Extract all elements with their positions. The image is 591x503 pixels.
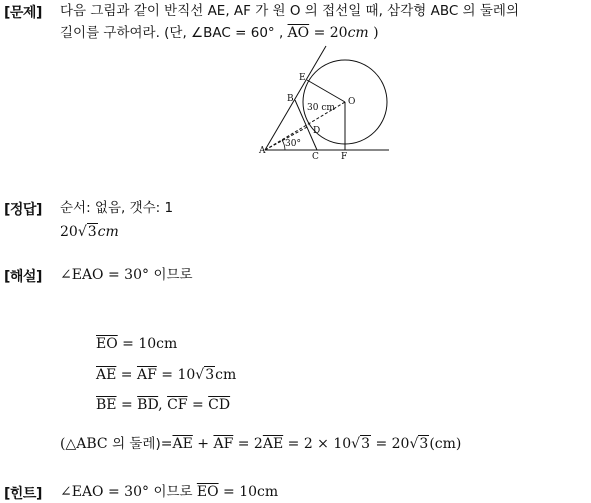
final-sqrt-2: √3 [409,436,429,452]
explanation-angle: ∠EAO = 30° [60,267,154,283]
problem-line-2-eq: = 20 [309,25,348,41]
final-sqrt-1: √3 [351,436,371,452]
explanation-line-1-kr: 이므로 [153,267,193,283]
radius-oe [307,80,345,102]
answer-sqrt: √3 [77,224,97,240]
label-a: A [259,146,266,156]
label-length: 30 cm [307,103,335,113]
problem-line-2-prefix: 길이를 구하여라. (단, ∠BAC = 60° , [60,25,288,41]
equation-1: $\overline{EO} = 10cm$ [96,336,178,352]
final-equation: (△ABC 의 둘레)$=\overline{AE} + \overline{AF} = 2\overline{AE} = 2 \times 10√3 = 20√3(cm)$ [60,436,462,452]
problem-line-1: 다음 그림과 같이 반직선 AE, AF 가 원 O 의 접선일 때, 삼각형 ABC 의 둘레의 [60,3,520,19]
label-angle: 30° [285,139,301,149]
explanation-line-1 [60,266,193,284]
label-o: O [348,97,356,107]
equation-3: $\overline{BE} = \overline{BD}$, $\overline{CF} = \overline{CD}$ [96,397,231,413]
label-d: D [313,126,321,136]
segment-ao: $\overline{AO}$ [287,25,310,41]
problem-line-2-suffix: ) [368,25,379,41]
problem-line-2 [60,24,379,42]
label-e: E [299,73,306,83]
problem-tag: [문제] [4,5,42,21]
answer-meta: 순서: 없음, 갯수: 1 [60,200,174,216]
tangent-circle-figure [255,44,395,166]
label-c: C [312,152,319,162]
hint-tag: [힌트] [4,486,42,502]
answer-tag: [정답] [4,202,42,218]
problem-line-2-unit: cm [347,25,369,41]
hint-line: ∠EAO = 30° 이므로 $\overline{EO} = 10cm$ [60,484,279,500]
equation-2: $\overline{AE} = \overline{AF} = 10√3cm$ [96,367,237,383]
equation-2-sqrt: √3 [195,367,215,383]
answer-value [60,223,119,241]
label-b: B [287,94,294,104]
answer-coefficient: 20 [60,224,78,240]
label-f: F [341,152,348,162]
answer-unit: cm [97,224,119,240]
explanation-tag: [해설] [4,269,42,285]
